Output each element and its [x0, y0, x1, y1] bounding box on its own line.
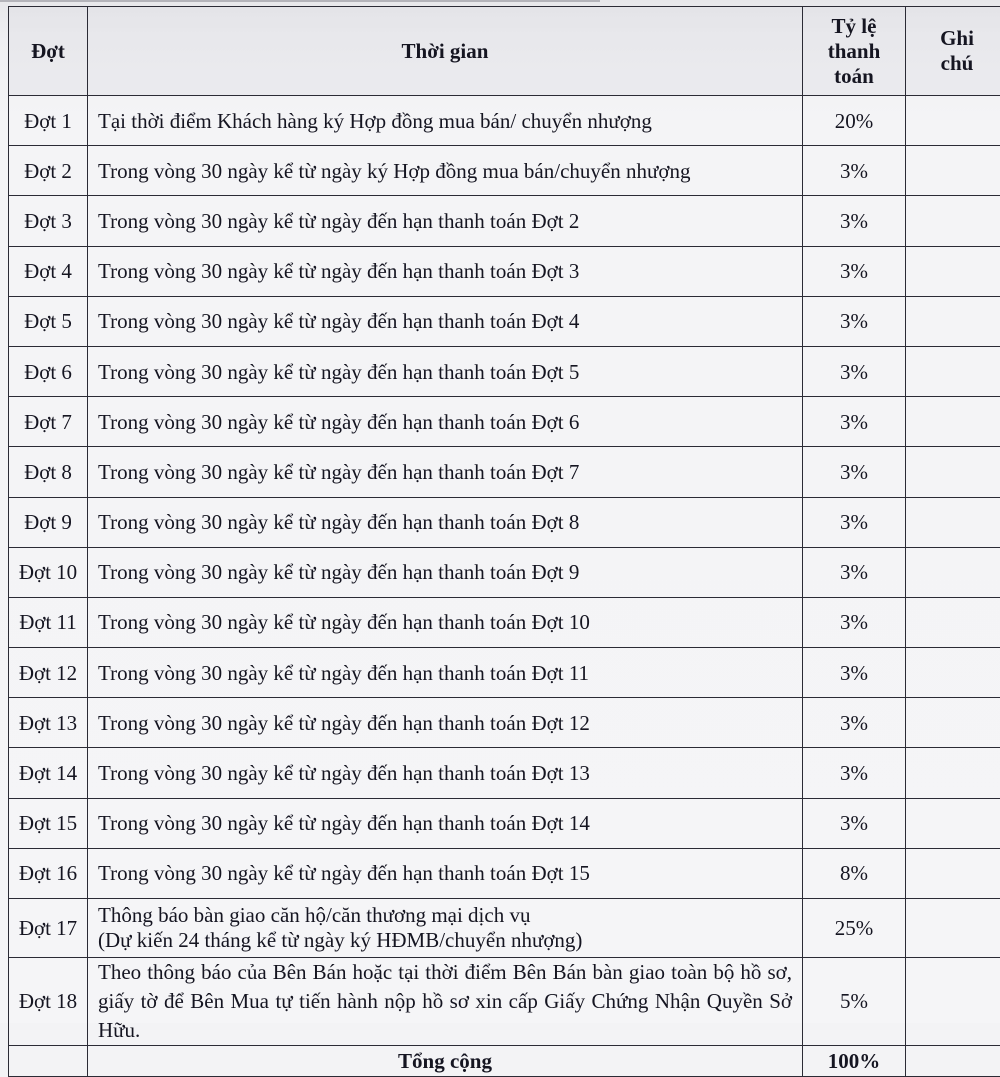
cell-ty-le: 3% [803, 497, 906, 547]
cell-ty-le: 3% [803, 648, 906, 698]
cell-ty-le: 3% [803, 547, 906, 597]
cell-ghi-chu [906, 748, 1000, 798]
cell-ghi-chu [906, 296, 1000, 346]
cell-dot: Đợt 6 [9, 346, 88, 396]
cell-dot: Đợt 17 [9, 899, 88, 958]
table-row [9, 497, 1000, 547]
table-row [9, 296, 1000, 346]
cell-thoi-gian: Trong vòng 30 ngày kể từ ngày đến hạn thanh toán Đợt 11 [88, 648, 803, 698]
cell-thoi-gian: Trong vòng 30 ngày kể từ ngày đến hạn thanh toán Đợt 6 [88, 397, 803, 447]
table-row [9, 798, 1000, 848]
table-row [9, 648, 1000, 698]
cell-thoi-gian: Trong vòng 30 ngày kể từ ngày đến hạn thanh toán Đợt 5 [88, 346, 803, 396]
cell-ty-le: 3% [803, 246, 906, 296]
cell-ghi-chu [906, 196, 1000, 246]
cell-dot-empty [9, 1046, 88, 1077]
total-row [9, 1046, 1000, 1077]
cell-dot: Đợt 16 [9, 848, 88, 898]
table-row [9, 597, 1000, 647]
cell-thoi-gian: Trong vòng 30 ngày kể từ ngày đến hạn thanh toán Đợt 14 [88, 798, 803, 848]
table-row [9, 748, 1000, 798]
cell-ghi-chu [906, 597, 1000, 647]
cell-thoi-gian: Trong vòng 30 ngày kể từ ngày ký Hợp đồng mua bán/chuyển nhượng [88, 146, 803, 196]
cell-ty-le: 3% [803, 748, 906, 798]
cell-dot: Đợt 15 [9, 798, 88, 848]
table-row [9, 698, 1000, 748]
cell-dot: Đợt 11 [9, 597, 88, 647]
cell-thoi-gian: Trong vòng 30 ngày kể từ ngày đến hạn thanh toán Đợt 12 [88, 698, 803, 748]
cell-thoi-gian: Trong vòng 30 ngày kể từ ngày đến hạn thanh toán Đợt 10 [88, 597, 803, 647]
cell-dot: Đợt 7 [9, 397, 88, 447]
cell-ghi-chu [906, 346, 1000, 396]
cell-ghi-chu [906, 96, 1000, 146]
cell-ghi-chu [906, 648, 1000, 698]
header-ty-le: Tỷ lệ thanh toán [803, 7, 906, 96]
cell-ty-le: 3% [803, 597, 906, 647]
cell-dot: Đợt 1 [9, 96, 88, 146]
cell-ghi-chu [906, 246, 1000, 296]
cell-ty-le: 3% [803, 146, 906, 196]
cell-ty-le: 3% [803, 346, 906, 396]
cell-dot: Đợt 4 [9, 246, 88, 296]
cell-dot: Đợt 14 [9, 748, 88, 798]
table-row [9, 848, 1000, 898]
cell-ty-le: 5% [803, 958, 906, 1046]
cell-ghi-chu [906, 497, 1000, 547]
table-row [9, 196, 1000, 246]
cell-ty-le: 3% [803, 397, 906, 447]
cell-ty-le: 3% [803, 798, 906, 848]
cell-thoi-gian: Tại thời điểm Khách hàng ký Hợp đồng mua bán/ chuyển nhượng [88, 96, 803, 146]
cell-ghi-chu [906, 848, 1000, 898]
payment-schedule-table [8, 6, 1000, 1077]
table-row [9, 146, 1000, 196]
cell-ty-le: 3% [803, 698, 906, 748]
total-label: Tổng cộng [88, 1046, 803, 1077]
cell-ty-le: 25% [803, 899, 906, 958]
table-row [9, 246, 1000, 296]
table-row [9, 96, 1000, 146]
cell-thoi-gian: Trong vòng 30 ngày kể từ ngày đến hạn thanh toán Đợt 2 [88, 196, 803, 246]
table-row [9, 447, 1000, 497]
cell-ghi-chu [906, 798, 1000, 848]
cell-ty-le: 3% [803, 447, 906, 497]
cell-dot: Đợt 9 [9, 497, 88, 547]
cell-ghi-chu [906, 698, 1000, 748]
cell-ghi-chu [906, 899, 1000, 958]
cell-thoi-gian: Trong vòng 30 ngày kể từ ngày đến hạn thanh toán Đợt 4 [88, 296, 803, 346]
cell-ty-le: 3% [803, 296, 906, 346]
cell-ghi-chu [906, 447, 1000, 497]
cell-ghi-chu [906, 958, 1000, 1046]
table-row [9, 958, 1000, 1046]
cell-dot: Đợt 3 [9, 196, 88, 246]
cell-thoi-gian: Trong vòng 30 ngày kể từ ngày đến hạn thanh toán Đợt 9 [88, 547, 803, 597]
table-row [9, 346, 1000, 396]
cell-ghi-chu [906, 397, 1000, 447]
cell-thoi-gian: Trong vòng 30 ngày kể từ ngày đến hạn thanh toán Đợt 13 [88, 748, 803, 798]
cell-ty-le: 3% [803, 196, 906, 246]
cell-thoi-gian: Trong vòng 30 ngày kể từ ngày đến hạn thanh toán Đợt 7 [88, 447, 803, 497]
cell-ghi-chu [906, 547, 1000, 597]
cell-ghi-chu [906, 1046, 1000, 1077]
table-row [9, 547, 1000, 597]
cell-dot: Đợt 12 [9, 648, 88, 698]
header-thoi-gian: Thời gian [88, 7, 803, 96]
table-row [9, 397, 1000, 447]
cell-ty-le: 20% [803, 96, 906, 146]
cell-thoi-gian: Thông báo bàn giao căn hộ/căn thương mại dịch vụ (Dự kiến 24 tháng kể từ ngày ký HĐMB/chuyển nhượng) [88, 899, 803, 958]
cell-thoi-gian: Theo thông báo của Bên Bán hoặc tại thời điểm Bên Bán bàn giao toàn bộ hồ sơ, giấy tờ để Bên Mua tự tiến hành nộp hồ sơ xin cấp Giấy Chứng Nhận Quyền Sở Hữu. [88, 958, 803, 1046]
cell-dot: Đợt 5 [9, 296, 88, 346]
cell-dot: Đợt 10 [9, 547, 88, 597]
header-ghi-chu: Ghi chú [906, 7, 1000, 96]
cell-dot: Đợt 2 [9, 146, 88, 196]
table-row [9, 899, 1000, 958]
cell-dot: Đợt 13 [9, 698, 88, 748]
cell-ghi-chu [906, 146, 1000, 196]
cell-thoi-gian: Trong vòng 30 ngày kể từ ngày đến hạn thanh toán Đợt 15 [88, 848, 803, 898]
header-dot: Đợt [9, 7, 88, 96]
table-header-row [9, 7, 1000, 96]
cell-dot: Đợt 18 [9, 958, 88, 1046]
cell-thoi-gian: Trong vòng 30 ngày kể từ ngày đến hạn thanh toán Đợt 8 [88, 497, 803, 547]
cell-thoi-gian: Trong vòng 30 ngày kể từ ngày đến hạn thanh toán Đợt 3 [88, 246, 803, 296]
cell-dot: Đợt 8 [9, 447, 88, 497]
cell-ty-le: 8% [803, 848, 906, 898]
total-ty-le: 100% [803, 1046, 906, 1077]
